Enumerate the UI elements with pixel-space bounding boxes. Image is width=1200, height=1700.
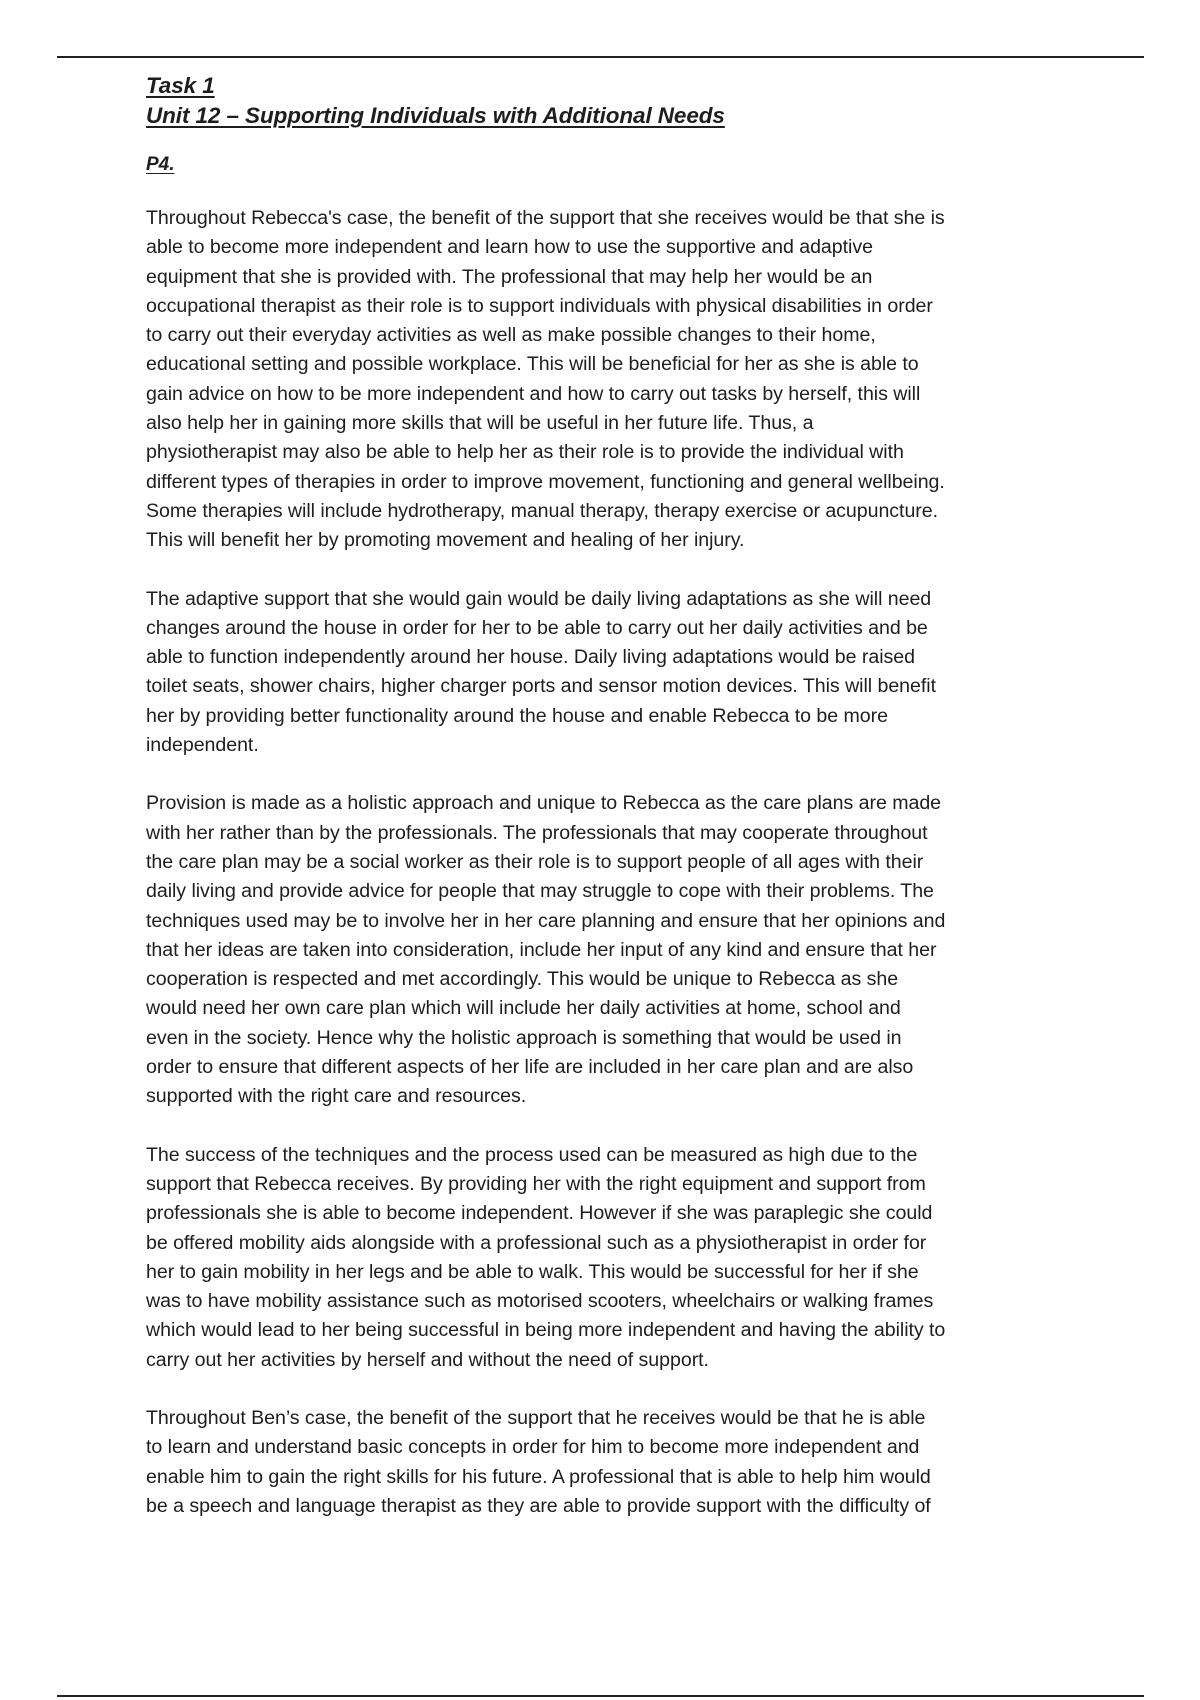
paragraph-2: The adaptive support that she would gain would be daily living adaptations as she will need changes around the house in order for her to be able to carry out her daily activities and be able to function independently around her house. Daily living adaptations would be raised toilet seats, shower chairs, higher charger ports and sensor motion devices. This will benefit her by providing better functionality around the house and enable Rebecca to be more independent. xyxy=(146,587,936,757)
document-page xyxy=(146,71,1066,1550)
document-body xyxy=(146,204,1066,1521)
paragraph-5: Throughout Ben’s case, the benefit of the support that he receives would be that he is able to learn and understand basic concepts in order for him to become more independent and enable him to gain the right skills for his future. A professional that is able to help him would be a speech and language therapist as they are able to provide support with the difficulty of xyxy=(146,1406,931,1517)
task-title: Task 1 xyxy=(146,73,215,98)
paragraph-1: Throughout Rebecca's case, the benefit of the support that she receives would be that she is able to become more independent and learn how to use the supportive and adaptive equipment that she is provided with. The professional that may help her would be an occupational therapist as their role is to support individuals with physical disabilities in order to carry out their everyday activities as well as make possible changes to their home, educational setting and possible workplace. This will be beneficial for her as she is able to gain advice on how to be more independent and how to carry out tasks by herself, this will also help her in gaining more skills that will be useful in her future life. Thus, a physiotherapist may also be able to help her as their role is to provide the individual with different types of therapies in order to improve movement, functioning and general wellbeing. Some therapies will include hydrotherapy, manual therapy, therapy exercise or acupuncture. This will benefit her by promoting movement and healing of her injury. xyxy=(146,207,945,552)
unit-title: Unit 12 – Supporting Individuals with Additional Needs xyxy=(146,103,725,128)
section-label: P4. xyxy=(146,154,175,175)
paragraph-4: The success of the techniques and the process used can be measured as high due to the support that Rebecca receives. By providing her with the right equipment and support from professionals she is able to become independent. However if she was paraplegic she could be offered mobility aids alongside with a professional such as a physiotherapist in order for her to gain mobility in her legs and be able to walk. This would be successful for her if she was to have mobility assistance such as motorised scooters, wheelchairs or walking frames which would lead to her being successful in being more independent and having the ability to carry out her activities by herself and without the need of support. xyxy=(146,1143,946,1371)
bottom-divider xyxy=(57,1695,1144,1697)
paragraph-3: Provision is made as a holistic approach and unique to Rebecca as the care plans are made with her rather than by the professionals. The professionals that may cooperate throughout the care plan may be a social worker as their role is to support people of all ages with their daily living and provide advice for people that may struggle to cope with their problems. The techniques used may be to involve her in her care planning and ensure that her opinions and that her ideas are taken into consideration, include her input of any kind and ensure that her cooperation is respected and met accordingly. This would be unique to Rebecca as she would need her own care plan which will include her daily activities at home, school and even in the society. Hence why the holistic approach is something that would be used in order to ensure that different aspects of her life are included in her care plan and are also supported with the right care and resources. xyxy=(146,792,946,1108)
top-divider xyxy=(57,56,1144,58)
